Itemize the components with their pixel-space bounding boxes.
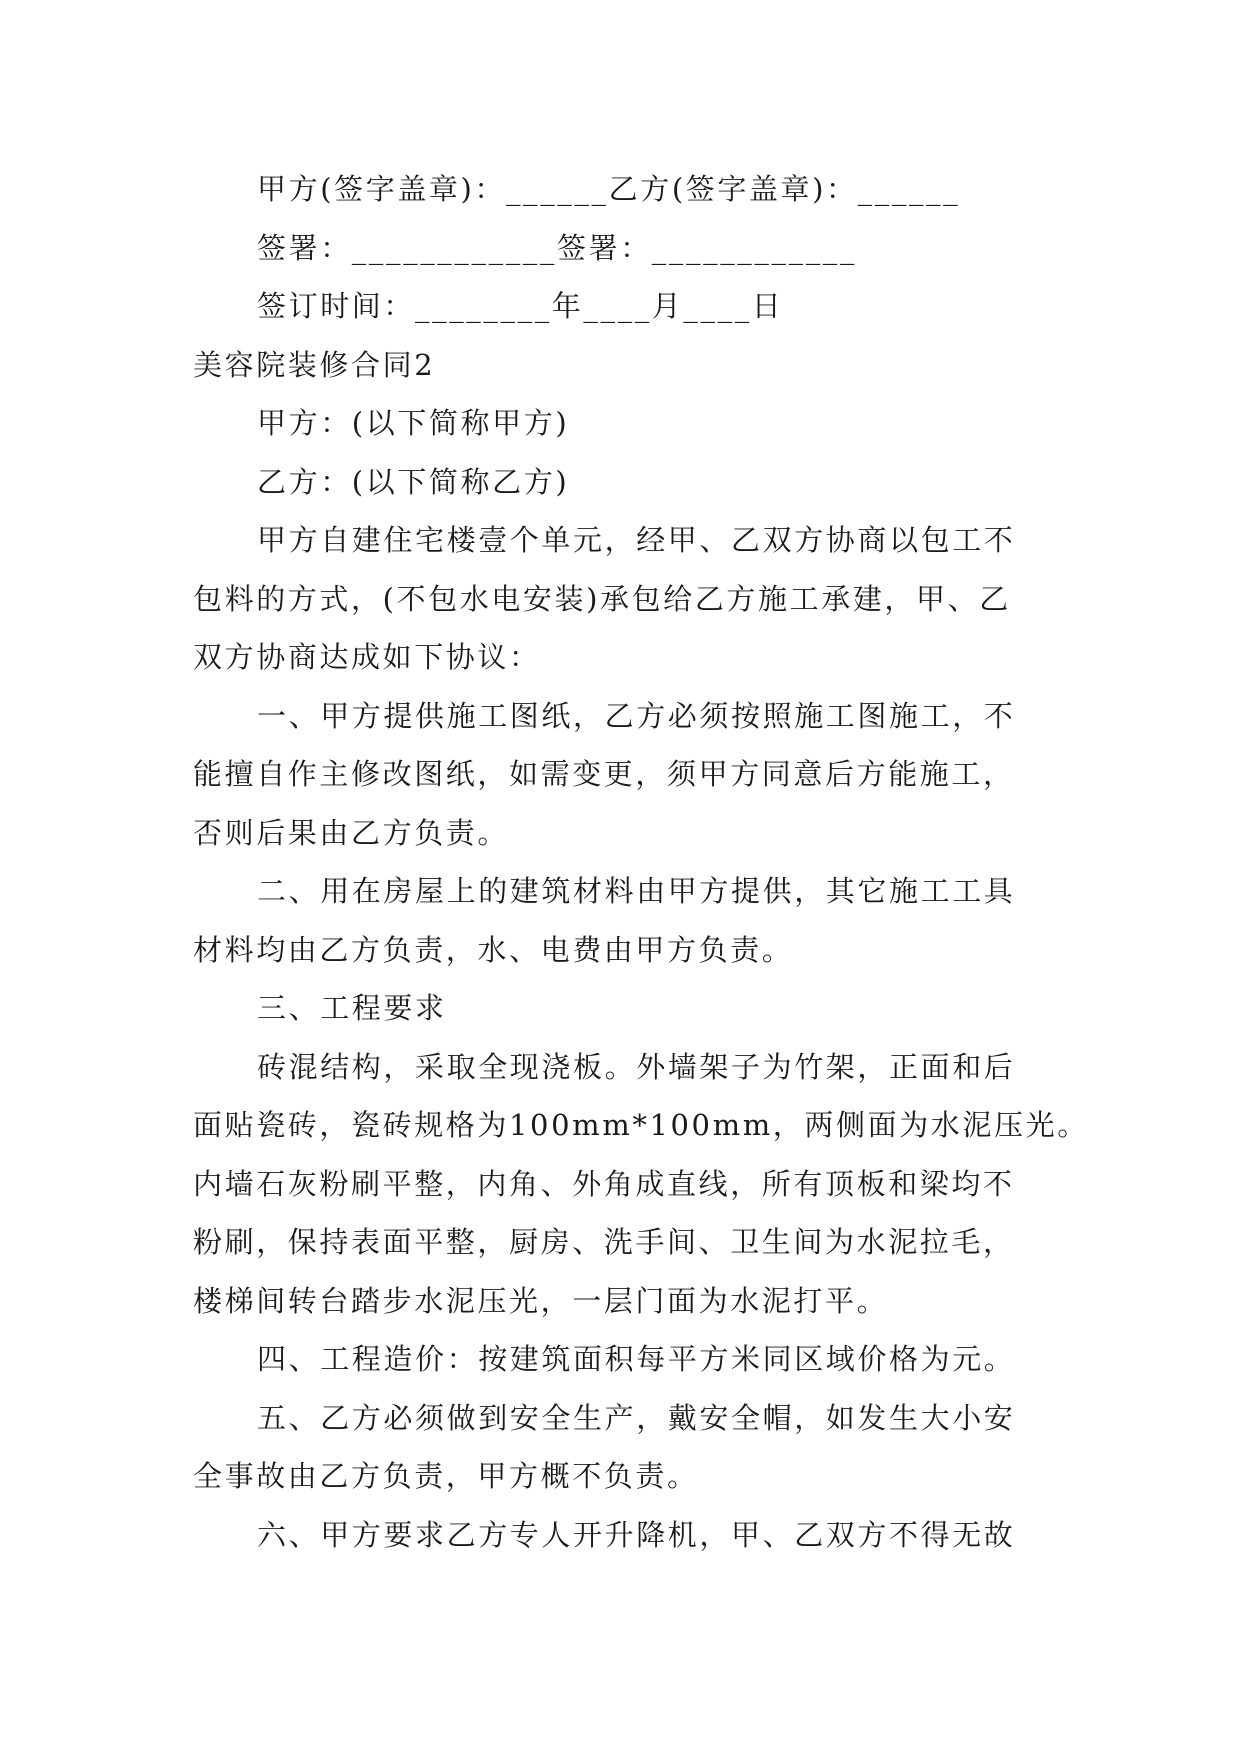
paragraph-line: 双方协商达成如下协议： bbox=[193, 640, 541, 674]
clause-1-paragraph bbox=[193, 687, 1053, 863]
party-b-line: 乙方：(以下简称乙方) bbox=[257, 464, 570, 499]
clause-6-paragraph bbox=[193, 1506, 1053, 1565]
paragraph-line: 否则后果由乙方负责。 bbox=[193, 815, 510, 850]
clause-3-paragraph bbox=[193, 1038, 1089, 1331]
document-body bbox=[193, 160, 1089, 1564]
signature-signed-line: 签署：____________签署：____________ bbox=[257, 230, 857, 265]
paragraph-line: 砖混结构，采取全现浇板。外墙架子为竹架，正面和后 bbox=[257, 1049, 1016, 1084]
paragraph-line: 材料均由乙方负责，水、电费由甲方负责。 bbox=[193, 932, 794, 967]
paragraph-line: 粉刷，保持表面平整，厨房、洗手间、卫生间为水泥拉毛， bbox=[193, 1225, 1015, 1259]
signature-date-line: 签订时间：________年____月____日 bbox=[257, 289, 784, 323]
clause-5-paragraph bbox=[193, 1389, 1053, 1506]
paragraph-line: 包料的方式，(不包水电安装)承包给乙方施工承建，甲、乙 bbox=[193, 581, 1011, 616]
paragraph-line: 楼梯间转台踏步水泥压光，一层门面为水泥打平。 bbox=[193, 1283, 889, 1318]
paragraph-line: 甲方自建住宅楼壹个单元，经甲、乙双方协商以包工不 bbox=[257, 523, 1016, 557]
clause-3-heading: 三、工程要求 bbox=[257, 991, 447, 1025]
contract-title: 美容院装修合同2 bbox=[193, 347, 436, 382]
preamble-paragraph bbox=[193, 511, 1053, 687]
paragraph-line: 全事故由乙方负责，甲方概不负责。 bbox=[193, 1459, 699, 1493]
clause-2-paragraph bbox=[193, 862, 1053, 979]
paragraph-line: 一、甲方提供施工图纸，乙方必须按照施工图施工，不 bbox=[257, 698, 1016, 733]
clause-4-paragraph: 四、工程造价：按建筑面积每平方米同区域价格为元。 bbox=[257, 1342, 1016, 1376]
paragraph-line: 面贴瓷砖，瓷砖规格为100mm*100mm，两侧面为水泥压光。 bbox=[193, 1108, 1089, 1142]
paragraph-line: 二、用在房屋上的建筑材料由甲方提供，其它施工工具 bbox=[257, 874, 1016, 908]
paragraph-line: 能擅自作主修改图纸，如需变更，须甲方同意后方能施工， bbox=[193, 757, 1015, 791]
paragraph-line: 五、乙方必须做到安全生产，戴安全帽，如发生大小安 bbox=[257, 1400, 1016, 1435]
paragraph-line: 内墙石灰粉刷平整，内角、外角成直线，所有顶板和梁均不 bbox=[193, 1166, 1015, 1201]
party-a-line: 甲方：(以下简称甲方) bbox=[257, 406, 570, 440]
signature-parties-line: 甲方(签字盖章)：______乙方(签字盖章)：______ bbox=[257, 172, 961, 206]
paragraph-line: 六、甲方要求乙方专人开升降机，甲、乙双方不得无故 bbox=[257, 1517, 1016, 1552]
